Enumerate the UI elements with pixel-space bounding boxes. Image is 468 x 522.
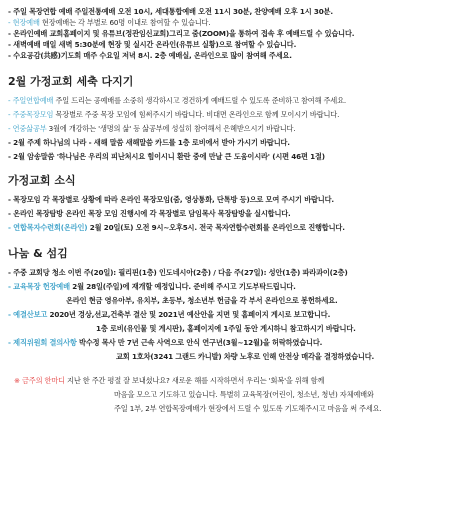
list-item: - 예결산보고 2020년 경상,선교,건축부 결산 및 2021년 예산안을 지면 및 홈페이지 게시로 보고합니다.	[8, 310, 331, 319]
list-item: - 제직위원회 결의사항 박수정 목사 만 7년 근속 사역으로 안식 연구년(3월~12월)을 허락하였습니다.	[8, 338, 323, 347]
section-title-foundations: 2월 가정교회 세축 다지기	[8, 75, 134, 88]
list-item: 1층 로비(유인물 및 게시판), 홈페이지에 1주일 동안 게시하니 참고하시기 바랍니다.	[96, 324, 356, 333]
church-news-list	[8, 194, 460, 233]
list-item: - 2월 암송말씀 '하나님은 우리의 피난처시요 힘이시니 환란 중에 만날 큰 도움이시라' (시편 46편 1절)	[8, 152, 325, 161]
onsite-worship-line: - 현장예배 현장예배는 각 부별로 60명 이내로 참여할 수 있습니다.	[8, 18, 211, 27]
note-line: 주일 1부, 2부 연합목장예배가 현장에서 드릴 수 있도록 기도해주시고 마음을 써 주세요.	[114, 404, 382, 413]
wednesday-prayer-line: - 수요공감(共感)기도회 매주 수요일 저녁 8시. 2층 예배실, 온라인으로 많이 참여해 주세요.	[8, 51, 292, 60]
weekly-note	[8, 375, 460, 414]
list-item: - 주중목장모임 목장별로 주중 목장 모임에 힘써주시기 바랍니다. 비대면 온라인으로 함께 모이시기 바랍니다.	[8, 110, 340, 119]
list-item: - 온라인 목장탐방 온라인 목장 모임 진행시에 각 목장별로 담임목사 목장탐방을 실시합니다.	[8, 209, 291, 218]
online-worship-line: - 온라인예배 교회홈페이지 및 유튜브(정관임신교회)그리고 줌(ZOOM)을 통하여 접속 후 예배드릴 수 있습니다.	[8, 29, 355, 38]
list-item: 교회 1호차(3241 그랜드 카니발) 차량 노후로 인해 안전상 매각을 결정하였습니다.	[116, 352, 375, 361]
list-item: - 주중 교회당 청소 이번 주(20일): 필리핀(1층) 인도네시아(2층) / 다음 주(27일): 성안(1층) 파라과이(2층)	[8, 268, 348, 277]
note-line: ※ 금주의 한마디 지난 한 주간 평절 잘 보내셨나요? 새로운 해를 시작하면서 우리는 '회복'을 위해 함께	[14, 376, 325, 385]
list-item: - 연중삶공부 3월에 개강하는 '생명의 삶' 등 삶공부에 성실히 참여해서 은혜받으시기 바랍니다.	[8, 124, 296, 133]
dawn-worship-line: - 새벽예배 매일 새벽 5:30분에 현장 및 실시간 온라인(유튜브 실황)으로 참여할 수 있습니다.	[8, 40, 297, 49]
sunday-worship-line: - 주일 목장연합 예배 주일전통예배 오전 10시, 세대통합예배 오전 11시 30분, 찬양예배 오후 1시 30분.	[8, 7, 333, 16]
worship-schedule	[8, 6, 460, 61]
foundations-list	[8, 95, 460, 162]
note-line: 마음을 모으고 기도하고 있습니다. 특별히 교육목장(어린이, 청소년, 청년) 자체예배와	[114, 390, 374, 399]
list-item: - 교육목장 헌장예배 2월 28일(주일)에 재개할 예정입니다. 준비해 주시고 기도부탁드립니다.	[8, 282, 296, 291]
list-item: - 주일연합예배 주일 드리는 공예배를 소중히 생각하시고 경건하게 예배드릴 수 있도록 준비하고 참여해 주세요.	[8, 96, 347, 105]
list-item: - 2월 주제 하나님의 나라 - 새해 말씀 새해말씀 카드를 1층 로비에서 받아 가시기 바랍니다.	[8, 138, 290, 147]
list-item: - 연합목자수련회(온라인) 2월 20일(토) 오전 9시~오후5시. 전국 목자연합수련회를 온라인으로 진행합니다.	[8, 223, 345, 232]
section-title-sharing: 나눔 & 섬김	[8, 247, 68, 260]
list-item: 온라인 현금 영유아부, 유치부, 초등부, 청소년부 헌금을 각 부서 온라인으로 봉헌하세요.	[66, 296, 338, 305]
note-mark: ※ 금주의 한마디	[14, 376, 65, 385]
list-item: - 목장모임 각 목장별로 상황에 따라 온라인 목장모임(줌, 영상통화, 단톡방 등)으로 모여 주시기 바랍니다.	[8, 195, 334, 204]
sharing-list	[8, 267, 460, 362]
section-title-church-news: 가정교회 소식	[8, 174, 76, 187]
